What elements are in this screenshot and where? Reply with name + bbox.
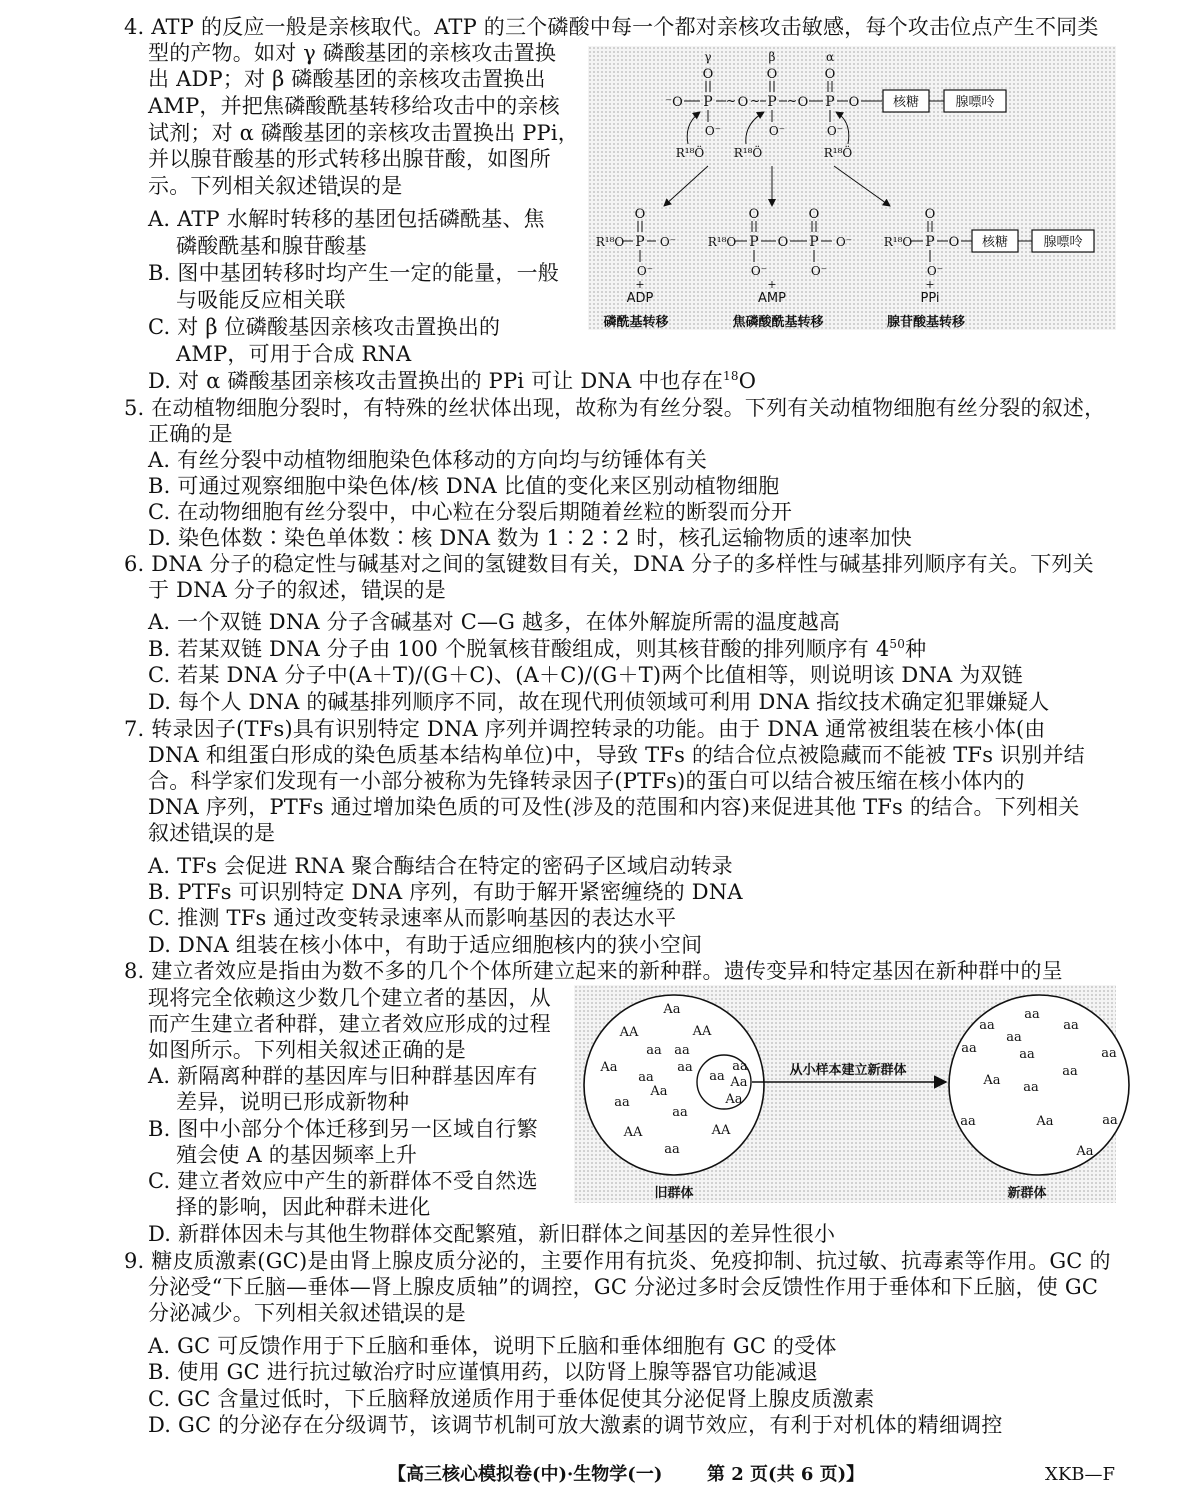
q4-option-a-cont: 磷酸酰基和腺苷酸基 (176, 234, 367, 258)
svg-text:O: O (702, 67, 714, 82)
q4-stem-line-1: 4. ATP 的反应一般是亲核取代。ATP 的三个磷酸中每一个都对亲核攻击敏感，每个攻击位点产生不同类 (124, 15, 1099, 39)
svg-text:PPi: PPi (920, 291, 940, 306)
founder-effect-svg (574, 985, 1116, 1203)
q9-stem-line-2: 分泌受“下丘脑—垂体—肾上腺皮质轴”的调控，GC 分泌过多时会反馈性作用于垂体和下丘脑，使 GC (148, 1275, 1099, 1299)
q8-option-d: D. 新群体因未与其他生物群体交配繁殖，新旧群体之间基因的差异性很小 (148, 1222, 836, 1246)
q6-stem-line-2: 于 DNA 分子的叙述，错误的是 (148, 578, 446, 602)
q7-stem-line-3: 合。科学家们发现有一小部分被称为先锋转录因子(PTFs)的蛋白可以结合被压缩在核小体内的 (148, 769, 1025, 793)
svg-text:~: ~ (749, 94, 761, 109)
emphasis-mark: 错误 (361, 578, 404, 602)
q6-option-d: D. 每个人 DNA 的碱基排列顺序不同，故在现代刑侦领域可利用 DNA 指纹技术确定犯罪嫌疑人 (148, 690, 1050, 714)
svg-text:R¹⁸Ö: R¹⁸Ö (733, 146, 763, 160)
svg-text:aa: aa (674, 1043, 690, 1058)
q7-option-d: D. DNA 组装在核小体中，有助于适应细胞核内的狭小空间 (148, 933, 703, 957)
svg-text:O: O (748, 207, 760, 222)
q6-option-a: A. 一个双链 DNA 分子含碱基对 C—G 越多，在体外解旋所需的温度越高 (148, 610, 841, 634)
q5-option-a: A. 有丝分裂中动植物细胞染色体移动的方向均与纺锤体有关 (148, 448, 708, 472)
q9-option-a: A. GC 可反馈作用于下丘脑和垂体，说明下丘脑和垂体细胞有 GC 的受体 (148, 1334, 837, 1358)
svg-text:O⁻: O⁻ (768, 124, 786, 138)
q7-stem-line-1: 7. 转录因子(TFs)具有识别特定 DNA 序列并调控转录的功能。由于 DNA 通常被组装在核小体(由 (124, 717, 1046, 741)
svg-text:P: P (703, 94, 713, 110)
q7-option-a: A. TFs 会促进 RNA 聚合酶结合在特定的密码子区域启动转录 (148, 854, 733, 878)
q5-option-b: B. 可通过观察细胞中染色体/核 DNA 比值的变化来区别动植物细胞 (148, 474, 780, 498)
svg-text:旧群体: 旧群体 (654, 1186, 694, 1201)
q5-stem-line-1: 5. 在动植物细胞分裂时，有特殊的丝状体出现，故称为有丝分裂。下列有关动植物细胞有丝分裂的叙述， (124, 396, 1106, 420)
q8-stem-line-2: 现将完全依赖这少数几个建立者的基因，从 (148, 986, 551, 1010)
svg-text:O: O (634, 207, 646, 222)
svg-text:P: P (825, 94, 835, 110)
emphasis-mark: 错误 (381, 1301, 424, 1325)
svg-text:aa: aa (1102, 1113, 1118, 1128)
svg-text:aa: aa (677, 1060, 693, 1075)
q5-stem-line-2: 正确的是 (148, 422, 233, 446)
svg-text:aa: aa (1063, 1018, 1079, 1033)
svg-text:P: P (767, 94, 777, 110)
q9-option-d: D. GC 的分泌存在分级调节，该调节机制可放大激素的调节效应，有利于对机体的精细调控 (148, 1413, 1003, 1437)
q9-stem-line-1: 9. 糖皮质激素(GC)是由肾上腺皮质分泌的，主要作用有抗炎、免疫抑制、抗过敏、抗毒素等作用。GC 的 (124, 1249, 1111, 1273)
svg-text:β: β (768, 50, 776, 64)
svg-text:核糖: 核糖 (981, 235, 1009, 250)
svg-text:⁻O: ⁻O (665, 95, 683, 110)
svg-text:P: P (749, 234, 759, 250)
svg-text:Aa: Aa (1036, 1114, 1054, 1129)
q5-option-d: D. 染色体数∶染色单体数∶核 DNA 数为 1∶2∶2 时，核孔运输物质的速率加快 (148, 526, 912, 550)
svg-text:O: O (948, 235, 960, 250)
svg-text:+: + (635, 278, 645, 291)
svg-text:腺嘌呤: 腺嘌呤 (955, 95, 995, 110)
founder-effect-figure (574, 985, 1116, 1203)
svg-text:aa: aa (961, 1041, 977, 1056)
svg-text:~: ~ (725, 94, 737, 109)
q4-option-c: C. 对 β 位磷酸基因亲核攻击置换出的 (148, 315, 501, 339)
svg-text:aa: aa (960, 1114, 976, 1129)
svg-text:Aa: Aa (663, 1002, 681, 1017)
svg-text:R¹⁸O: R¹⁸O (883, 235, 913, 249)
svg-text:Aa: Aa (725, 1092, 743, 1107)
emphasis-mark: 错误 (317, 174, 361, 198)
q4-stem-line-5: 试剂；对 α 磷酸基团的亲核攻击置换出 PPi， (148, 121, 579, 145)
svg-text:O: O (808, 207, 820, 222)
svg-text:Aa: Aa (983, 1073, 1001, 1088)
q4-option-d: D. 对 α 磷酸基团亲核攻击置换出的 PPi 可让 DNA 中也存在$^{18}$O (148, 369, 757, 393)
q6-stem-line-1: 6. DNA 分子的稳定性与碱基对之间的氢键数目有关，DNA 分子的多样性与碱基排列顺序有关。下列关 (124, 552, 1094, 576)
svg-text:O: O (848, 95, 860, 110)
svg-text:P: P (635, 234, 645, 250)
footer-title: 【高三核心模拟卷(中)·生物学(一) (388, 1464, 663, 1485)
svg-text:核糖: 核糖 (892, 95, 920, 110)
svg-text:腺苷酸基转移: 腺苷酸基转移 (886, 315, 966, 330)
q8-option-c-cont: 择的影响，因此种群未进化 (176, 1195, 431, 1219)
svg-text:ADP: ADP (626, 291, 654, 306)
svg-text:R¹⁸Ö: R¹⁸Ö (823, 146, 853, 160)
svg-text:P: P (925, 234, 935, 250)
svg-text:~: ~ (786, 94, 798, 109)
svg-text:O⁻: O⁻ (704, 124, 722, 138)
footer-code: XKB—F (1045, 1464, 1115, 1485)
q4-stem-line-6: 并以腺苷酸基的形式转移出腺苷酸，如图所 (148, 147, 551, 171)
svg-text:aa: aa (1006, 1030, 1022, 1045)
svg-text:aa: aa (1101, 1046, 1117, 1061)
svg-text:+: + (925, 278, 935, 291)
svg-text:R¹⁸Ö: R¹⁸Ö (675, 146, 705, 160)
svg-text:O: O (824, 67, 836, 82)
svg-text:aa: aa (732, 1059, 748, 1074)
svg-text:新群体: 新群体 (1007, 1186, 1047, 1201)
svg-text:Aa: Aa (730, 1075, 748, 1090)
svg-text:aa: aa (709, 1069, 725, 1084)
svg-text:+: + (767, 278, 777, 291)
svg-text:AA: AA (623, 1125, 643, 1140)
svg-text:AA: AA (619, 1025, 639, 1040)
svg-text:O⁻: O⁻ (926, 264, 944, 278)
svg-text:O⁻: O⁻ (636, 264, 654, 278)
q6-option-c: C. 若某 DNA 分子中(A＋T)/(G＋C)、(A＋C)/(G＋T)两个比值相等，则说明该 DNA 为双链 (148, 663, 1023, 687)
svg-text:O: O (737, 95, 749, 110)
svg-text:O⁻: O⁻ (810, 264, 828, 278)
svg-text:O: O (766, 67, 778, 82)
svg-text:Aa: Aa (600, 1060, 618, 1075)
svg-text:磷酰基转移: 磷酰基转移 (603, 315, 669, 330)
q4-stem-line-7: 示。下列相关叙述错误的是 (148, 174, 403, 198)
q7-stem-line-2: DNA 和组蛋白形成的染色质基本结构单位)中，导致 TFs 的结合位点被隐藏而不能被 TFs 识别并结 (148, 743, 1085, 767)
svg-text:aa: aa (1023, 1080, 1039, 1095)
svg-text:O⁻: O⁻ (659, 235, 677, 249)
q8-option-a-cont: 差异，说明已形成新物种 (176, 1090, 410, 1114)
svg-text:R¹⁸O: R¹⁸O (595, 235, 625, 249)
q4-option-a: A. ATP 水解时转移的基团包括磷酰基、焦 (148, 207, 545, 231)
footer-page-number: 第 2 页(共 6 页)】 (707, 1464, 865, 1485)
q4-stem-line-3: 出 ADP；对 β 磷酸基团的亲核攻击置换出 (148, 67, 546, 91)
svg-text:从小样本建立新群体: 从小样本建立新群体 (789, 1063, 907, 1078)
q8-stem-line-1: 8. 建立者效应是指由为数不多的几个个体所建立起来的新种群。遗传变异和特定基因在新种群中的呈 (124, 959, 1063, 983)
atp-diagram-svg (588, 46, 1116, 330)
svg-text:aa: aa (638, 1070, 654, 1085)
q6-option-b: B. 若某双链 DNA 分子由 100 个脱氧核苷酸组成，则其核苷酸的排列顺序有 $4^{50}$种 (148, 637, 927, 661)
svg-text:aa: aa (646, 1043, 662, 1058)
q9-option-c: C. GC 含量过低时，下丘脑释放递质作用于垂体促使其分泌促肾上腺皮质激素 (148, 1387, 875, 1411)
svg-text:γ: γ (704, 50, 712, 64)
svg-text:AMP: AMP (758, 291, 786, 306)
q8-option-a: A. 新隔离种群的基因库与旧种群基因库有 (148, 1064, 538, 1088)
q8-option-c: C. 建立者效应中产生的新群体不受自然选 (148, 1169, 538, 1193)
q9-stem-line-3: 分泌减少。下列相关叙述错误的是 (148, 1301, 467, 1325)
svg-text:O⁻: O⁻ (826, 124, 844, 138)
svg-text:aa: aa (1062, 1064, 1078, 1079)
svg-text:O: O (797, 95, 809, 110)
svg-text:aa: aa (1019, 1047, 1035, 1062)
atp-group-transfer-figure (588, 46, 1116, 330)
q8-option-b: B. 图中小部分个体迁移到另一区域自行繁 (148, 1117, 538, 1141)
svg-text:aa: aa (672, 1105, 688, 1120)
q4-option-b: B. 图中基团转移时均产生一定的能量，一般 (148, 261, 559, 285)
svg-text:aa: aa (1024, 1007, 1040, 1022)
svg-text:R¹⁸O: R¹⁸O (707, 235, 737, 249)
q7-stem-line-5: 叙述错误的是 (148, 821, 276, 845)
svg-text:O: O (777, 235, 789, 250)
q7-stem-line-4: DNA 序列，PTFs 通过增加染色质的可及性(涉及的范围和内容)来促进其他 TFs 的结合。下列相关 (148, 795, 1080, 819)
svg-text:P: P (809, 234, 819, 250)
q5-option-c: C. 在动物细胞有丝分裂中，中心粒在分裂后期随着丝粒的断裂而分开 (148, 500, 793, 524)
svg-text:Aa: Aa (650, 1084, 668, 1099)
svg-text:aa: aa (614, 1095, 630, 1110)
q7-option-b: B. PTFs 可识别特定 DNA 序列，有助于解开紧密缠绕的 DNA (148, 880, 743, 904)
svg-text:AA: AA (692, 1024, 712, 1039)
q8-stem-line-4: 如图所示。下列相关叙述正确的是 (148, 1038, 466, 1062)
svg-text:焦磷酸酰基转移: 焦磷酸酰基转移 (732, 315, 824, 330)
q9-option-b: B. 使用 GC 进行抗过敏治疗时应谨慎用药，以防肾上腺等器官功能减退 (148, 1360, 818, 1384)
emphasis-mark: 错误 (190, 821, 233, 845)
svg-text:Aa: Aa (1076, 1144, 1094, 1159)
q4-stem-line-2: 型的产物。如对 γ 磷酸基团的亲核攻击置换 (148, 41, 557, 65)
q4-option-c-cont: AMP，可用于合成 RNA (176, 342, 412, 366)
new-population-circle (949, 995, 1129, 1175)
svg-text:AA: AA (711, 1123, 731, 1138)
svg-text:α: α (825, 50, 835, 64)
svg-text:O⁻: O⁻ (835, 235, 853, 249)
svg-text:O: O (924, 207, 936, 222)
q4-stem-line-4: AMP，并把焦磷酸酰基转移给攻击中的亲核 (148, 94, 560, 118)
q8-stem-line-3: 而产生建立者种群，建立者效应形成的过程 (148, 1012, 551, 1036)
svg-text:aa: aa (979, 1018, 995, 1033)
q4-option-b-cont: 与吸能反应相关联 (176, 288, 346, 312)
q8-option-b-cont: 殖会使 A 的基因频率上升 (176, 1143, 418, 1167)
svg-text:O⁻: O⁻ (750, 264, 768, 278)
svg-text:腺嘌呤: 腺嘌呤 (1043, 235, 1083, 250)
svg-text:aa: aa (664, 1142, 680, 1157)
q7-option-c: C. 推测 TFs 通过改变转录速率从而影响基因的表达水平 (148, 906, 677, 930)
